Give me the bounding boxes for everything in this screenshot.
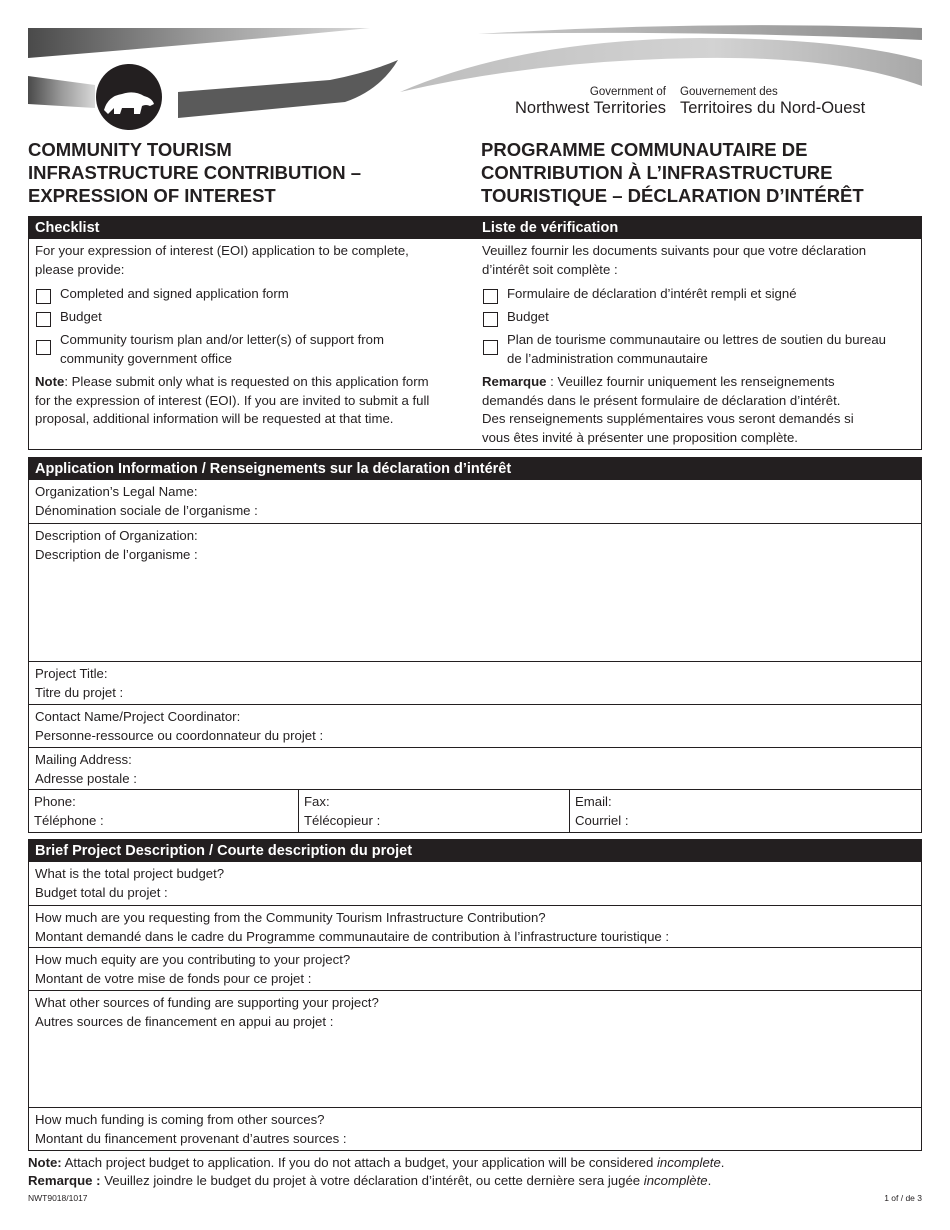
total-budget-field[interactable]: [29, 862, 921, 905]
note-label: Note:: [28, 1155, 62, 1170]
title-fr-line: TOURISTIQUE – DÉCLARATION D’INTÉRÊT: [481, 185, 864, 206]
note-text: Attach project budget to application. If you do not attach a budget, your application will be considered: [61, 1155, 657, 1170]
fax-field[interactable]: [299, 790, 570, 832]
field-label-en: Phone:: [34, 794, 76, 809]
project-description-section: [28, 839, 922, 1151]
gov-fr-big: Territoires du Nord-Ouest: [680, 99, 866, 117]
field-label-fr: Budget total du projet :: [35, 884, 168, 900]
item-line: Plan de tourisme communautaire ou lettres de soutien du bureau: [507, 332, 886, 347]
checklist-intro-fr: [482, 242, 866, 279]
field-label-en: Description of Organization:: [35, 528, 198, 543]
item-line: community government office: [60, 350, 233, 366]
checklist-header-en: Checklist: [29, 217, 477, 239]
field-label-fr: Montant du financement provenant d’autres sources :: [35, 1130, 347, 1146]
note-line: Des renseignements supplémentaires vous seront demandés si: [482, 411, 854, 426]
note-line: proposal, additional information will be requested at that time.: [35, 411, 394, 426]
note-line: vous êtes invité à présenter une proposition complète.: [482, 429, 798, 445]
checkbox-application-form[interactable]: [36, 289, 51, 304]
title-fr-line: CONTRIBUTION À L’INFRASTRUCTURE: [481, 162, 833, 183]
email-field[interactable]: [570, 790, 921, 832]
checklist-note-fr: [482, 373, 854, 447]
remarque-italic: incomplète: [643, 1173, 708, 1188]
checklist-header-fr: Liste de vérification: [476, 217, 921, 239]
checkbox-formulaire[interactable]: [483, 289, 498, 304]
form-title-fr: [481, 138, 864, 207]
form-number: NWT9018/1017: [28, 1193, 88, 1203]
note-label: Remarque: [482, 374, 547, 389]
item-line: de l’administration communautaire: [507, 350, 708, 366]
checklist-item-plan-tourisme: [507, 331, 886, 368]
field-label-fr: Télécopieur :: [304, 812, 381, 828]
field-label-fr: Montant de votre mise de fonds pour ce projet :: [35, 970, 312, 986]
intro-line: d’intérêt soit complète :: [482, 261, 618, 277]
field-label-en: Fax:: [304, 794, 330, 809]
checklist-section: [28, 216, 922, 450]
intro-line: Veuillez fournir les documents suivants pour que votre déclaration: [482, 243, 867, 258]
title-en-line: EXPRESSION OF INTEREST: [28, 185, 276, 206]
checklist-item-budget: Budget: [60, 309, 102, 324]
field-label-en: What is the total project budget?: [35, 866, 225, 881]
page-number: 1 of / de 3: [884, 1193, 922, 1203]
note-line: demandés dans le présent formulaire de déclaration d’intérêt.: [482, 392, 841, 408]
field-label-fr: Personne-ressource ou coordonnateur du projet :: [35, 727, 324, 743]
other-funding-amount-field[interactable]: [29, 1107, 921, 1150]
title-en-line: INFRASTRUCTURE CONTRIBUTION –: [28, 162, 361, 183]
application-info-header: Application Information / Renseignements sur la déclaration d’intérêt: [29, 458, 921, 480]
note-label: Note: [35, 374, 65, 389]
note-end: .: [720, 1155, 725, 1170]
project-fields: [29, 862, 921, 1150]
field-label-en: Email:: [575, 794, 612, 809]
gov-en-big: Northwest Territories: [515, 99, 666, 117]
equity-field[interactable]: [29, 947, 921, 990]
title-en-line: COMMUNITY TOURISM: [28, 139, 232, 160]
org-legal-name-field[interactable]: [29, 480, 921, 523]
remarque-end: .: [707, 1173, 712, 1188]
intro-line: For your expression of interest (EOI) application to be complete,: [35, 243, 409, 258]
gov-en: [498, 85, 666, 118]
note-line: : Please submit only what is requested on this application form: [64, 374, 429, 389]
note-line: : Veuillez fournir uniquement les renseignements: [546, 374, 835, 389]
gov-fr: [680, 85, 865, 118]
contact-name-field[interactable]: [29, 704, 921, 747]
footer-note-fr: [28, 1172, 711, 1190]
checklist-item-budget-fr: Budget: [507, 309, 549, 324]
item-line: Community tourism plan and/or letter(s) of support from: [60, 332, 384, 347]
gov-en-small: Government of: [589, 86, 666, 98]
checkbox-budget[interactable]: [36, 312, 51, 327]
contact-row: [29, 789, 921, 832]
checklist-item-tourism-plan: [60, 331, 384, 368]
field-label-en: How much funding is coming from other sources?: [35, 1112, 325, 1127]
amount-requested-field[interactable]: [29, 905, 921, 947]
field-label-en: Organization’s Legal Name:: [35, 484, 198, 499]
field-label-fr: Courriel :: [575, 812, 629, 828]
field-label-en: How much are you requesting from the Community Tourism Infrastructure Contribution?: [35, 910, 546, 925]
footer-note-en: [28, 1154, 724, 1172]
field-label-en: Project Title:: [35, 666, 108, 681]
phone-field[interactable]: [29, 790, 299, 832]
field-label-en: Contact Name/Project Coordinator:: [35, 709, 241, 724]
field-label-en: What other sources of funding are supporting your project?: [35, 995, 379, 1010]
remarque-text: Veuillez joindre le budget du projet à votre déclaration d’intérêt, ou cette dernière sera jugée: [100, 1173, 644, 1188]
checkbox-plan-tourisme[interactable]: [483, 340, 498, 355]
checkbox-tourism-plan[interactable]: [36, 340, 51, 355]
intro-line: please provide:: [35, 261, 125, 277]
application-fields: [29, 480, 921, 832]
checkbox-budget-fr[interactable]: [483, 312, 498, 327]
checklist-item-formulaire: Formulaire de déclaration d’intérêt rempli et signé: [507, 286, 797, 301]
title-fr-line: PROGRAMME COMMUNAUTAIRE DE: [481, 139, 808, 160]
project-description-header: Brief Project Description / Courte description du projet: [29, 840, 921, 862]
org-description-field[interactable]: [29, 523, 921, 661]
field-label-en: Mailing Address:: [35, 752, 132, 767]
application-info-section: [28, 457, 922, 833]
checklist-note-en: [35, 373, 429, 429]
field-label-en: How much equity are you contributing to your project?: [35, 952, 351, 967]
remarque-label: Remarque :: [28, 1173, 101, 1188]
field-label-fr: Dénomination sociale de l’organisme :: [35, 502, 258, 518]
gov-fr-small: Gouvernement des: [680, 86, 778, 98]
field-label-fr: Téléphone :: [34, 812, 104, 828]
note-line: for the expression of interest (EOI). If you are invited to submit a full: [35, 392, 430, 408]
field-label-fr: Autres sources de financement en appui au projet :: [35, 1013, 334, 1029]
project-title-field[interactable]: [29, 661, 921, 704]
field-label-fr: Montant demandé dans le cadre du Programme communautaire de contribution à l’infrastructure touristique :: [35, 928, 670, 944]
mailing-address-field[interactable]: [29, 747, 921, 789]
form-title-en: [28, 138, 361, 207]
checklist-item-application-form: Completed and signed application form: [60, 286, 289, 301]
note-italic: incomplete: [657, 1155, 721, 1170]
checklist-intro-en: [35, 242, 409, 279]
other-funding-sources-field[interactable]: [29, 990, 921, 1107]
field-label-fr: Adresse postale :: [35, 770, 137, 786]
field-label-fr: Description de l’organisme :: [35, 546, 198, 562]
field-label-fr: Titre du projet :: [35, 684, 124, 700]
